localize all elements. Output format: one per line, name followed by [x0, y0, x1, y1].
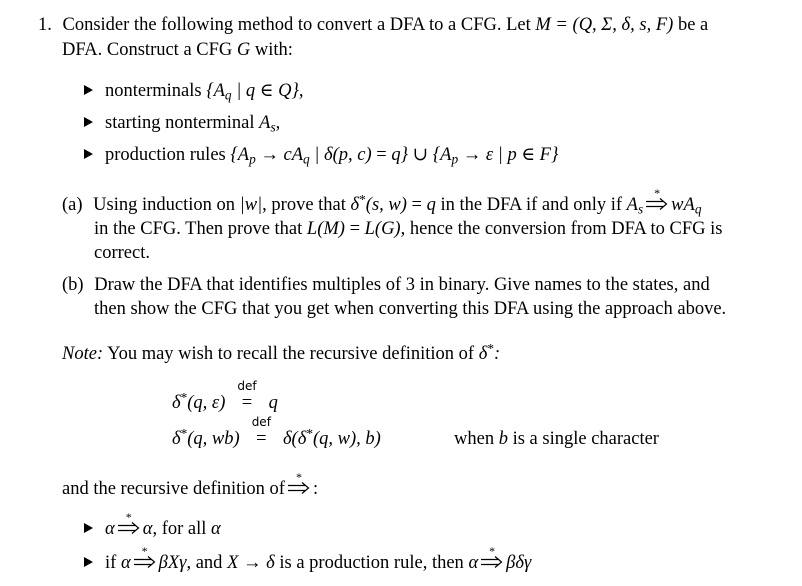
- delta-star-rule-2: [172, 415, 381, 451]
- derives-def-intro: [62, 470, 319, 501]
- part-a-text: , prove that: [262, 195, 346, 215]
- item1-var: α: [211, 519, 221, 539]
- item2-beta-delta-gamma: βδγ: [506, 553, 532, 573]
- item-label: production rules: [105, 145, 226, 165]
- problem-number: 1.: [38, 15, 52, 35]
- problem-intro-line2: [62, 39, 293, 62]
- derives-star-icon: *: [134, 555, 156, 569]
- part-a-text: , hence the conversion from DFA to CFG is: [400, 219, 723, 239]
- derives-item-step: [84, 544, 532, 575]
- part-a-math-len: |w|: [239, 195, 263, 215]
- item-math: {$A_q$ | q ∈ Q},: [206, 81, 304, 103]
- item2-alpha: α: [120, 553, 131, 573]
- item-math: {$A_p \to cA_q$ | δ(p, c) = q} ∪ {$A_p \to \varepsilon$ | p ∈ F}: [230, 145, 559, 167]
- part-a-line3: [94, 242, 150, 265]
- rule1-lhs: δ*(q, ε): [172, 390, 226, 413]
- part-a-math-derives: $A_s$ * $wA_q$: [626, 186, 702, 217]
- item2-text: , and: [186, 553, 223, 573]
- part-b-line2: [94, 298, 726, 321]
- cond-var: b: [498, 429, 508, 449]
- cond-text: when: [454, 429, 495, 449]
- intro-text-post: be a: [677, 15, 709, 35]
- intro-line2-var: G: [236, 40, 251, 60]
- derives-intro-text: and the recursive definition of: [62, 479, 285, 499]
- part-a-math-lang: L(M) = L(G): [306, 219, 401, 239]
- part-a-text: correct.: [94, 243, 150, 263]
- bullet-triangle-icon: [84, 557, 93, 567]
- def-label: def: [237, 379, 257, 393]
- rule2-lhs: δ*(q, wb): [172, 426, 240, 449]
- item2-rule: X → δ: [227, 553, 275, 573]
- part-b-line1: [62, 274, 710, 297]
- derives-intro-colon: :: [312, 479, 319, 499]
- item-label: nonterminals: [105, 81, 202, 101]
- bullet-triangle-icon: [84, 117, 93, 127]
- part-a-text: in the DFA if and only if: [440, 195, 623, 215]
- part-a-label: (a): [62, 195, 83, 215]
- definition-item-productions: [84, 144, 558, 167]
- delta-star-rule-1: [172, 379, 278, 415]
- rule2-rhs: δ(δ*(q, w), b): [282, 426, 381, 449]
- item1-alpha: α: [142, 519, 153, 539]
- delta-star-rule-2-condition: [454, 428, 659, 451]
- rule1-rhs: q: [268, 393, 278, 413]
- def-equals-symbol: def =: [247, 428, 275, 451]
- star-label: *: [295, 470, 302, 484]
- definition-item-start: [84, 112, 280, 135]
- derives-star-icon: *: [118, 521, 140, 535]
- item1-alpha: α: [105, 519, 115, 539]
- note-line: [62, 343, 500, 366]
- item-math: $A_s$,: [259, 113, 281, 135]
- part-a-math-delta: δ*(s, w) = q: [350, 192, 436, 215]
- item2-beta-x-gamma: βXγ: [158, 553, 187, 573]
- intro-math-m: M = (Q, Σ, δ, s, F): [535, 15, 674, 35]
- item-label: starting nonterminal: [105, 113, 255, 133]
- derives-star-icon: *: [646, 197, 668, 211]
- item2-alpha: α: [468, 553, 479, 573]
- intro-line2-post: with:: [254, 40, 293, 60]
- part-a-text: Using induction on: [93, 195, 236, 215]
- part-a-text: in the CFG. Then prove that: [94, 219, 303, 239]
- intro-text: Consider the following method to convert a DFA to a CFG. Let: [62, 15, 531, 35]
- def-equals-symbol: def =: [233, 392, 261, 415]
- problem-intro-line1: [38, 14, 708, 37]
- derives-star-icon: *: [481, 555, 503, 569]
- intro-line2-text: DFA. Construct a CFG: [62, 40, 233, 60]
- bullet-triangle-icon: [84, 85, 93, 95]
- derives-star-icon: [288, 470, 310, 495]
- note-math: δ*:: [478, 341, 501, 364]
- part-a-line2: [94, 218, 722, 241]
- bullet-triangle-icon: [84, 523, 93, 533]
- note-text: You may wish to recall the recursive definition of: [107, 344, 475, 364]
- item2-text: is a production rule, then: [279, 553, 464, 573]
- part-a-line1: [62, 186, 702, 217]
- part-b-text: Draw the DFA that identifies multiples of 3 in binary. Give names to the states, and: [94, 275, 710, 295]
- definition-item-nonterminals: [84, 80, 304, 103]
- note-label: Note:: [62, 344, 104, 364]
- bullet-triangle-icon: [84, 149, 93, 159]
- part-b-text: then show the CFG that you get when converting this DFA using the approach above.: [94, 299, 727, 319]
- cond-text: is a single character: [512, 429, 659, 449]
- item2-if: if: [105, 553, 117, 573]
- def-label: def: [251, 415, 271, 429]
- derives-item-reflexive: [84, 510, 221, 541]
- part-b-label: (b): [62, 275, 84, 295]
- item1-text: , for all: [152, 519, 207, 539]
